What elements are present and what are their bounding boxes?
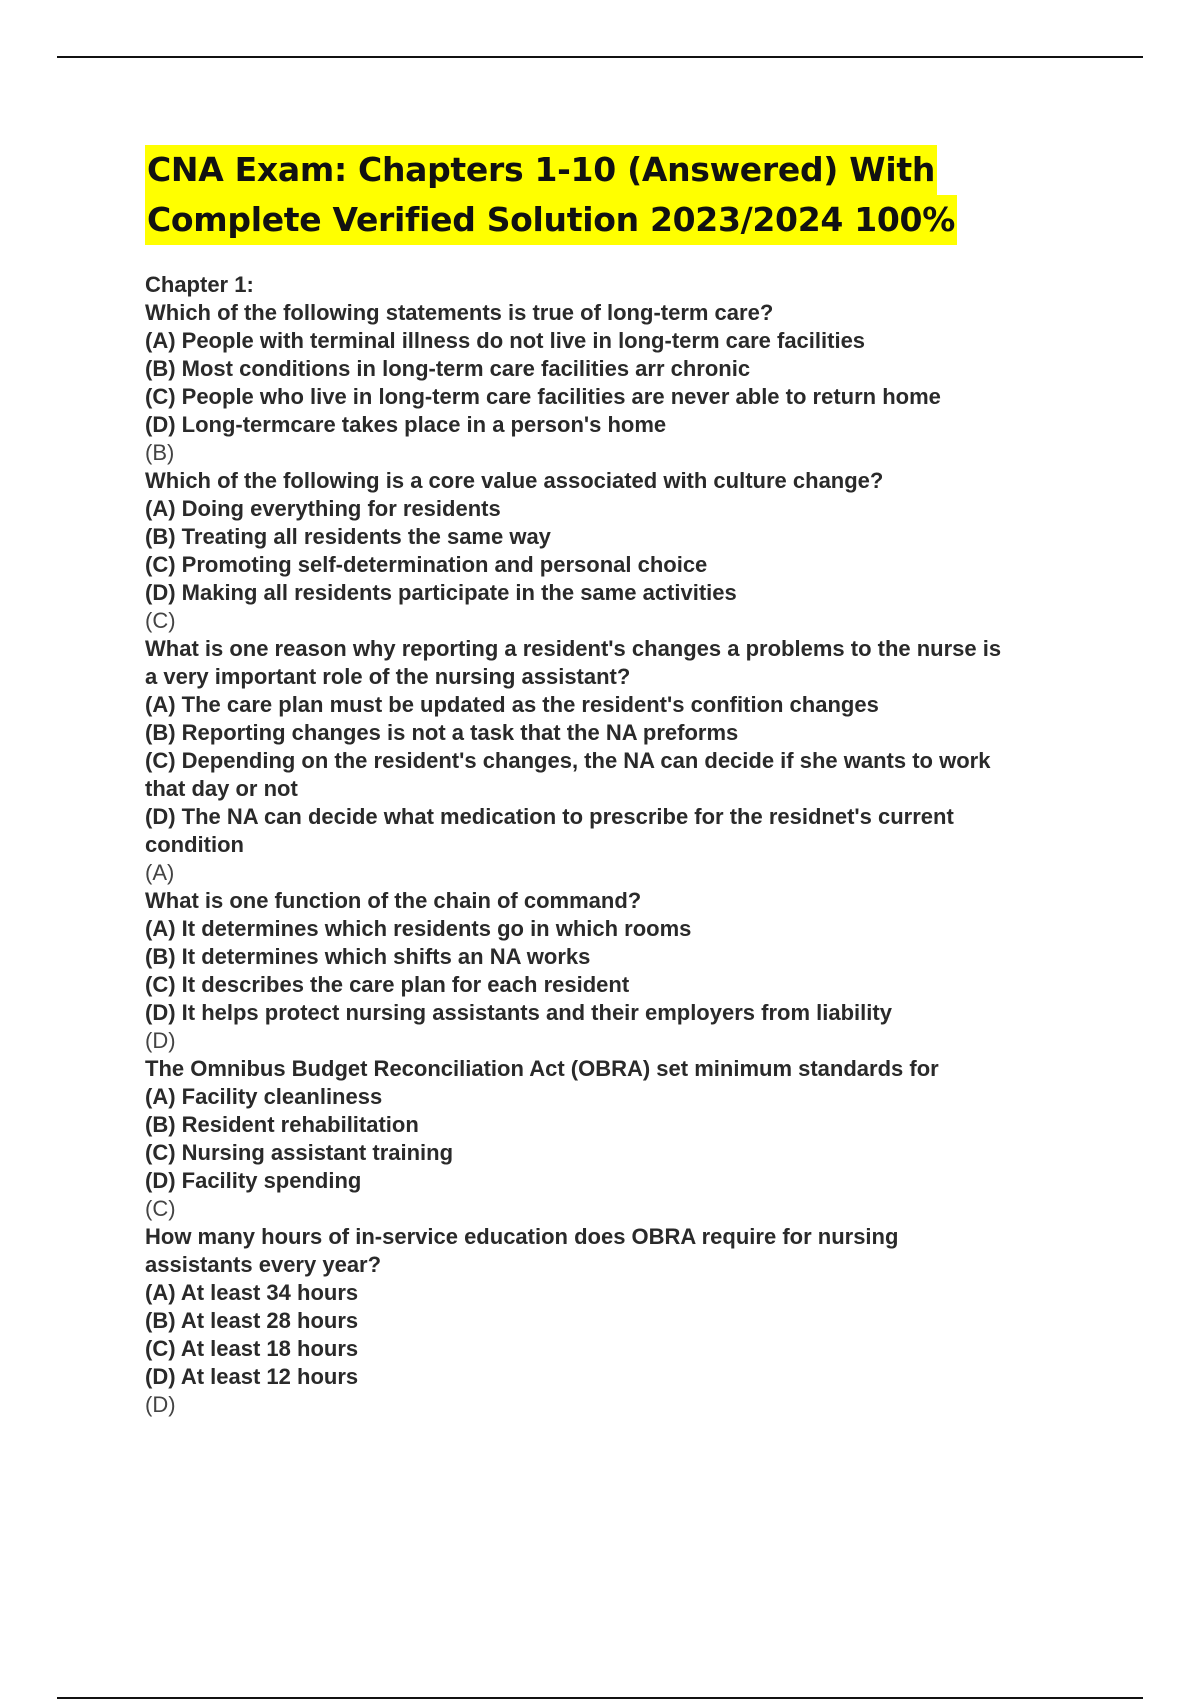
correct-answer: (C) (145, 1196, 176, 1221)
question-block (145, 299, 1105, 467)
answer-option: (A) People with terminal illness do not live in long-term care facilities (145, 328, 866, 353)
answer-option: (B) At least 28 hours (145, 1308, 359, 1333)
question-text: Which of the following is a core value associated with culture change? (145, 468, 884, 493)
answer-option: condition (145, 832, 244, 857)
correct-answer: (B) (145, 440, 175, 465)
answer-option: that day or not (145, 776, 298, 801)
question-text: a very important role of the nursing assistant? (145, 664, 631, 689)
answer-option: (B) Treating all residents the same way (145, 524, 551, 549)
correct-answer: (D) (145, 1392, 176, 1417)
question-text: What is one function of the chain of command? (145, 888, 642, 913)
answer-option: (C) At least 18 hours (145, 1336, 359, 1361)
answer-option: (D) At least 12 hours (145, 1364, 359, 1389)
question-text: assistants every year? (145, 1252, 382, 1277)
question-text: Which of the following statements is true of long-term care? (145, 300, 774, 325)
answer-option: (C) People who live in long-term care facilities are never able to return home (145, 384, 941, 409)
answer-option: (A) Facility cleanliness (145, 1084, 383, 1109)
question-block (145, 635, 1105, 887)
bottom-divider (57, 1697, 1143, 1699)
answer-option: (D) Making all residents participate in the same activities (145, 580, 737, 605)
answer-option: (A) At least 34 hours (145, 1280, 359, 1305)
answer-option: (D) Facility spending (145, 1168, 362, 1193)
title-line-1: CNA Exam: Chapters 1-10 (Answered) With (145, 145, 937, 195)
correct-answer: (D) (145, 1028, 176, 1053)
question-text: How many hours of in-service education does OBRA require for nursing (145, 1224, 899, 1249)
chapter-heading: Chapter 1: (145, 272, 254, 297)
answer-option: (C) Promoting self-determination and personal choice (145, 552, 708, 577)
answer-option: (C) Nursing assistant training (145, 1140, 454, 1165)
answer-option: (A) The care plan must be updated as the resident's confition changes (145, 692, 879, 717)
answer-option: (B) It determines which shifts an NA works (145, 944, 591, 969)
question-list (145, 299, 1105, 1419)
top-divider (57, 56, 1143, 58)
correct-answer: (A) (145, 860, 175, 885)
question-block (145, 887, 1105, 1055)
answer-option: (B) Resident rehabilitation (145, 1112, 419, 1137)
answer-option: (B) Most conditions in long-term care facilities arr chronic (145, 356, 751, 381)
title-line-2: Complete Verified Solution 2023/2024 100% (145, 195, 957, 245)
question-block (145, 1055, 1105, 1223)
answer-option: (B) Reporting changes is not a task that the NA preforms (145, 720, 739, 745)
question-block (145, 467, 1105, 635)
answer-option: (A) Doing everything for residents (145, 496, 501, 521)
exam-content (145, 271, 1105, 1419)
question-text: The Omnibus Budget Reconciliation Act (OBRA) set minimum standards for (145, 1056, 939, 1081)
question-text: What is one reason why reporting a resident's changes a problems to the nurse is (145, 636, 1002, 661)
answer-option: (D) It helps protect nursing assistants and their employers from liability (145, 1000, 892, 1025)
document-title (145, 145, 1095, 245)
answer-option: (D) Long-termcare takes place in a person's home (145, 412, 667, 437)
answer-option: (D) The NA can decide what medication to prescribe for the residnet's current (145, 804, 954, 829)
correct-answer: (C) (145, 608, 176, 633)
question-block (145, 1223, 1105, 1419)
answer-option: (C) Depending on the resident's changes, the NA can decide if she wants to work (145, 748, 991, 773)
answer-option: (A) It determines which residents go in which rooms (145, 916, 692, 941)
answer-option: (C) It describes the care plan for each resident (145, 972, 630, 997)
